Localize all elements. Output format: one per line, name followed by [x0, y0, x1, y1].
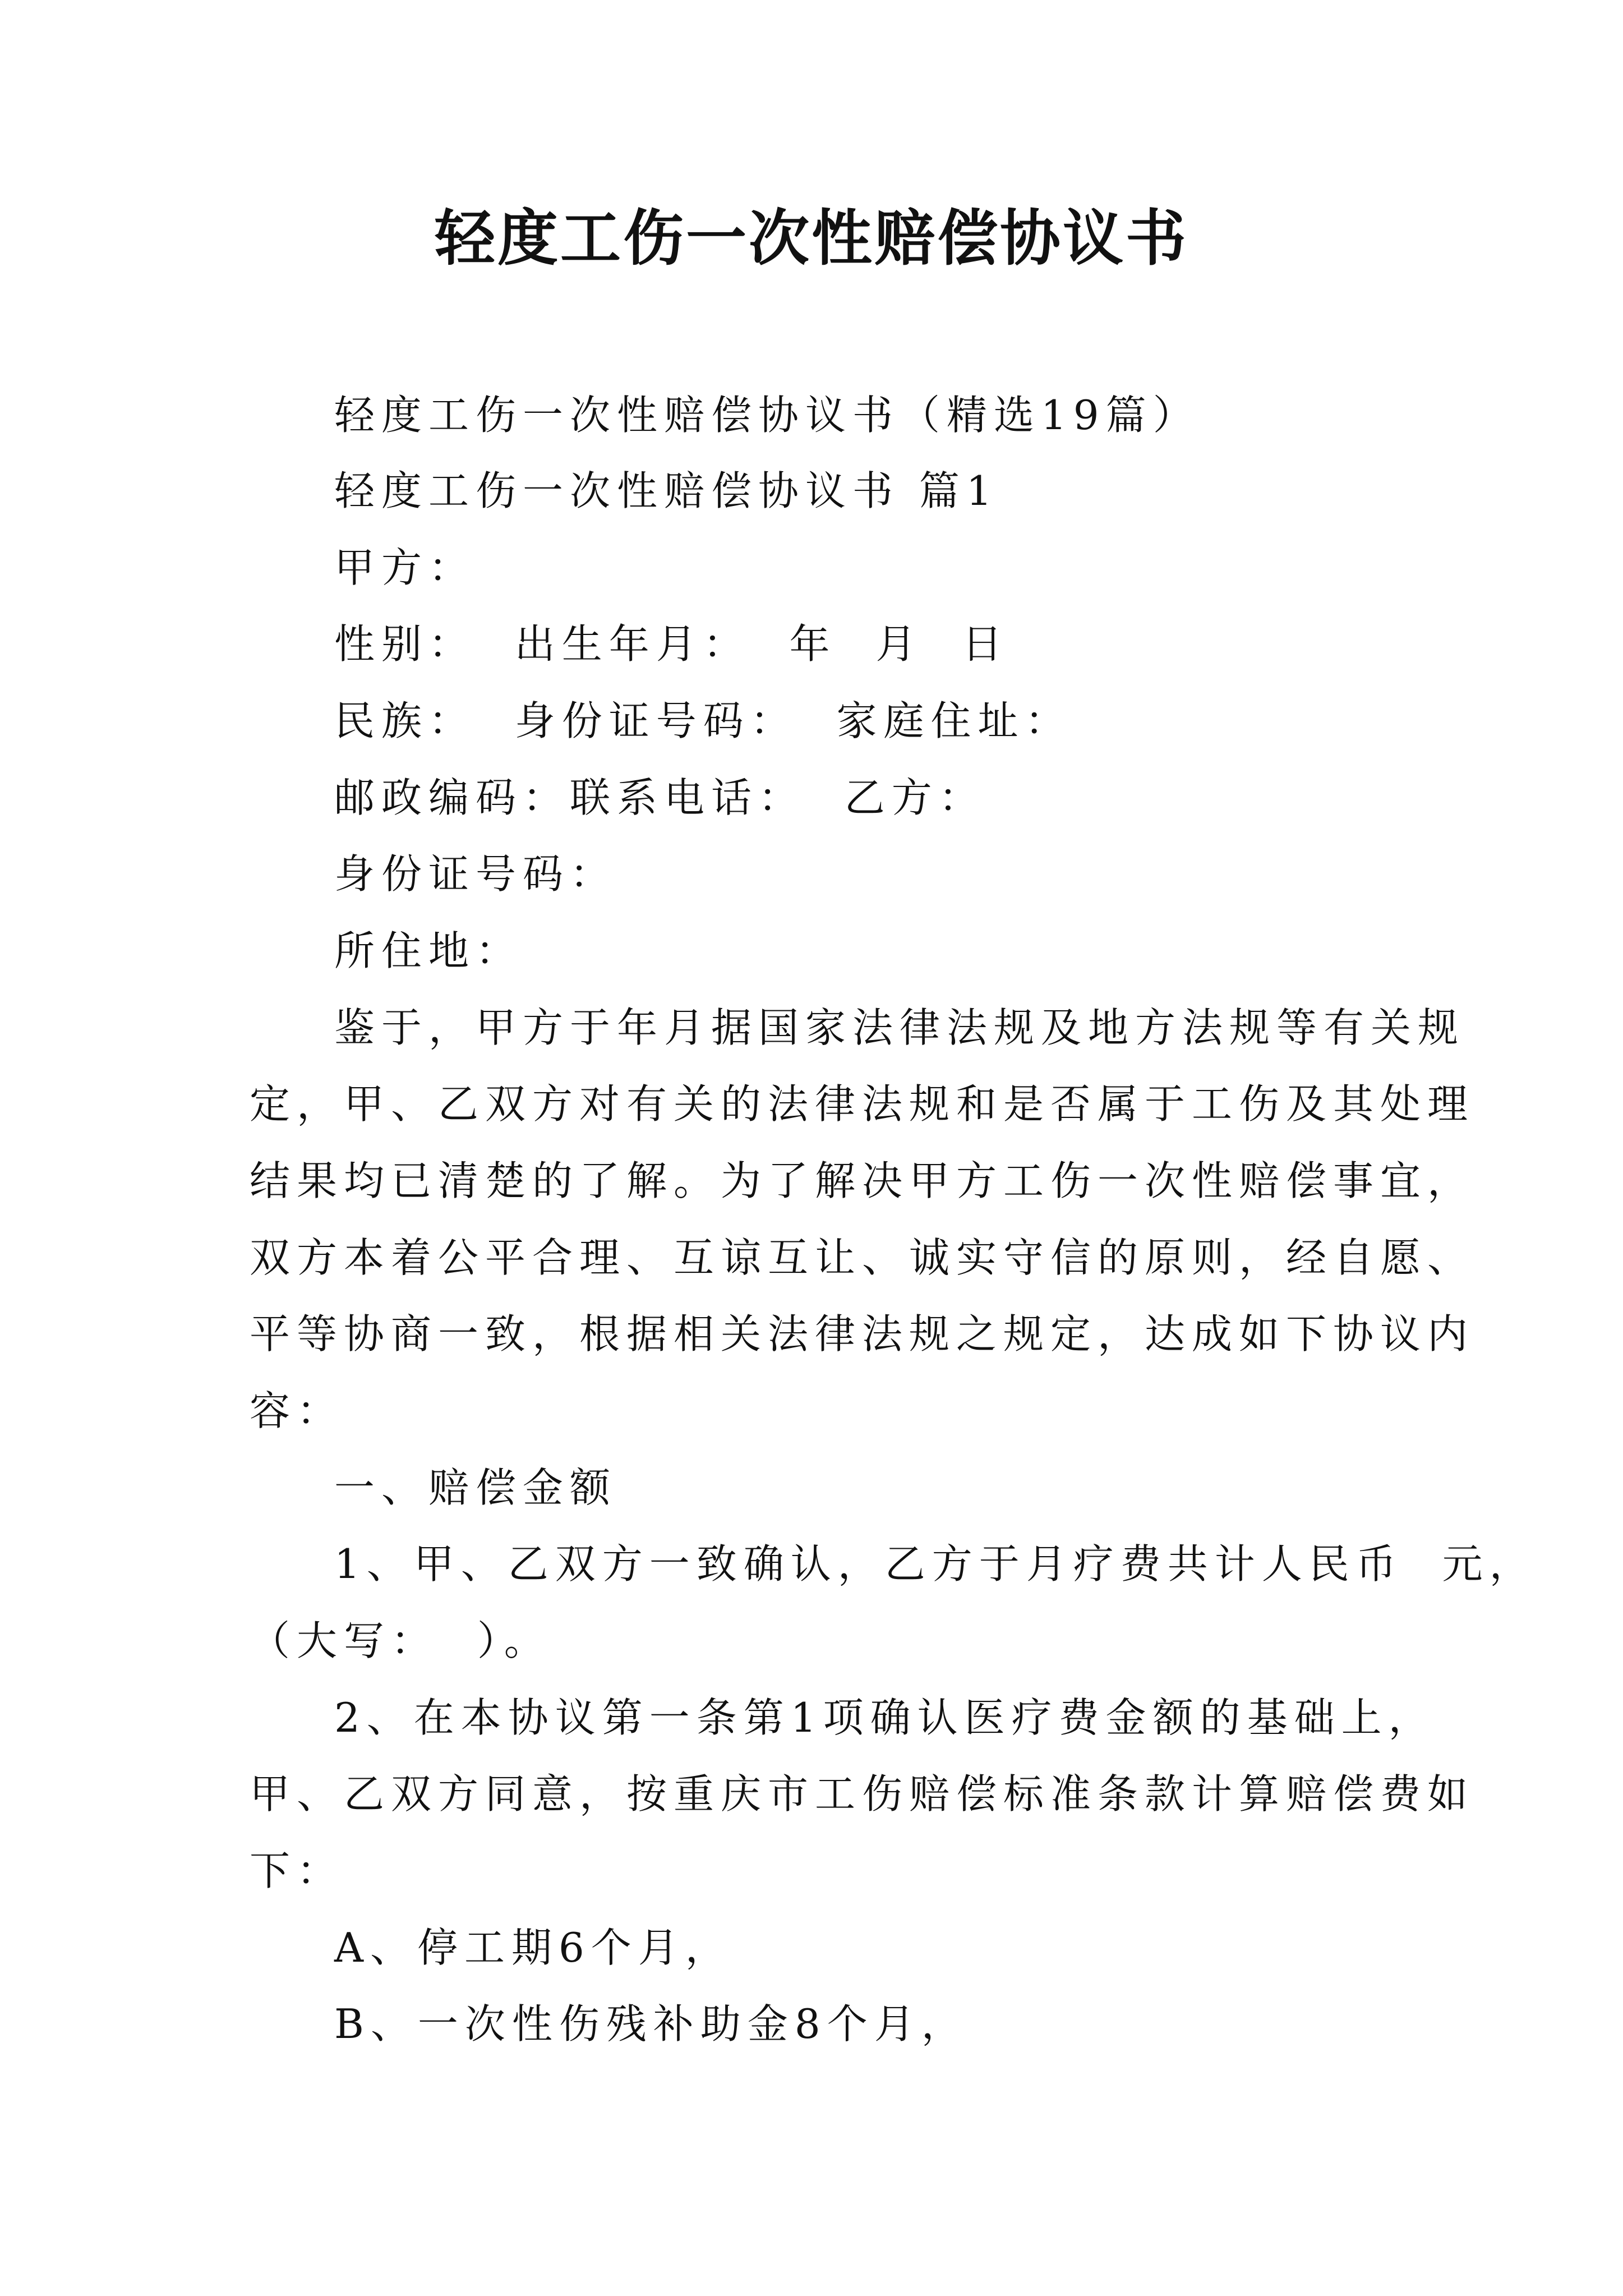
id-number-line: 身份证号码：	[334, 850, 617, 898]
paragraph-line: 2、在本协议第一条第1项确认医疗费金额的基础上，	[334, 1694, 1436, 1741]
paragraph-line: 定，甲、乙双方对有关的法律法规和是否属于工伤及其处理	[250, 1080, 1475, 1128]
gender-birth-line: 性别： 出生年月： 年 月 日	[334, 620, 1009, 668]
party-a-line: 甲方：	[334, 544, 476, 591]
paragraph-line: 结果均已清楚的了解。为了解决甲方工伤一次性赔偿事宜，	[250, 1157, 1475, 1204]
list-item: B、一次性伤残补助金8个月，	[334, 2000, 969, 2047]
list-item: A、停工期6个月，	[334, 1924, 732, 1971]
paragraph-line: 平等协商一致，根据相关法律法规之规定，达成如下协议内	[250, 1310, 1475, 1358]
paragraph-line: （大写： ）。	[250, 1617, 551, 1664]
paragraph-line: 鉴于，甲方于年月据国家法律法规及地方法规等有关规	[334, 1004, 1465, 1051]
ethnicity-id-address-line: 民族： 身份证号码： 家庭住址：	[334, 697, 1072, 744]
paragraph-line: 容：	[250, 1387, 344, 1434]
document-title: 轻度工伤一次性赔偿协议书	[434, 203, 1188, 274]
residence-line: 所住地：	[334, 927, 523, 974]
subtitle-line: 轻度工伤一次性赔偿协议书（精选19篇）	[334, 392, 1200, 439]
postcode-phone-party-b-line: 邮政编码：联系电话： 乙方：	[334, 774, 986, 821]
paragraph-line: 双方本着公平合理、互谅互让、诚实守信的原则，经自愿、	[250, 1234, 1475, 1281]
paragraph-line: 下：	[250, 1847, 344, 1894]
clause-heading: 一、赔偿金额	[334, 1464, 617, 1511]
section-heading-line: 轻度工伤一次性赔偿协议书 篇1	[334, 467, 999, 514]
paragraph-line: 甲、乙双方同意，按重庆市工伤赔偿标准条款计算赔偿费如	[250, 1770, 1475, 1818]
paragraph-line: 1、甲、乙双方一致确认，乙方于月疗费共计人民币 元，	[334, 1540, 1537, 1588]
